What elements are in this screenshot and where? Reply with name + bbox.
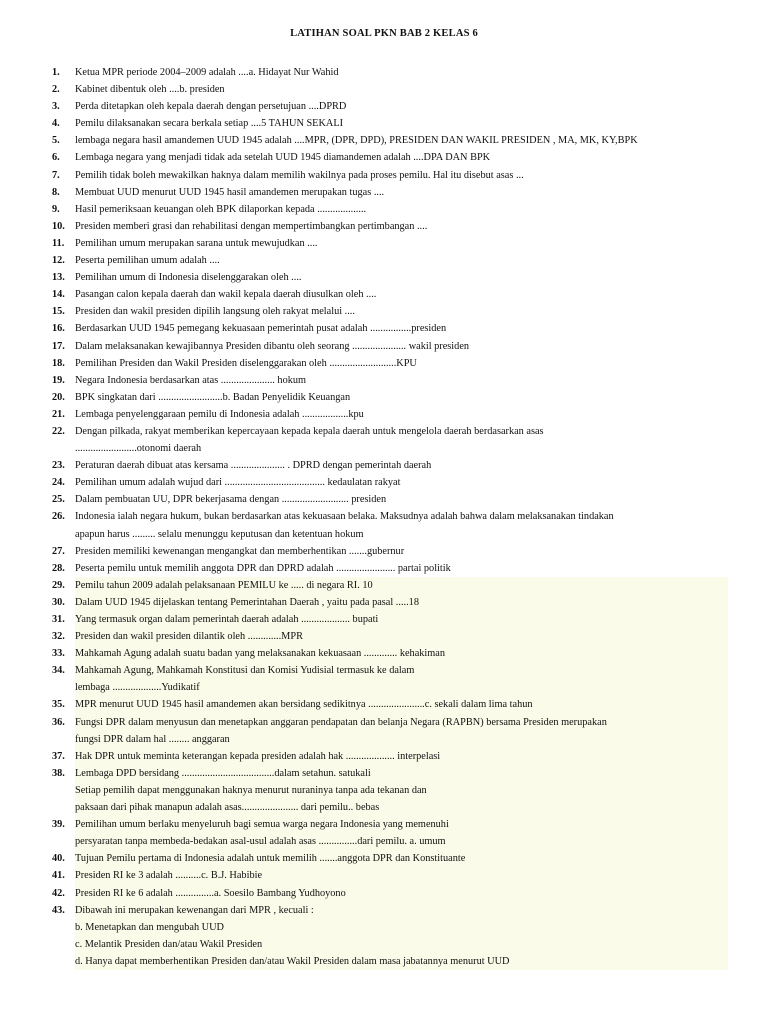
question-item xyxy=(52,149,728,166)
question-item xyxy=(52,303,728,320)
question-text xyxy=(75,696,728,713)
question-text xyxy=(75,748,728,765)
question-text xyxy=(75,560,728,577)
question-number: 20. xyxy=(52,391,65,403)
question-number: 10. xyxy=(52,220,65,232)
question-text xyxy=(75,184,728,201)
question-number: 37. xyxy=(52,750,65,762)
question-line: Pemilihan umum berlaku menyeluruh bagi semua warga negara Indonesia yang memenuhi xyxy=(75,816,728,833)
question-line: Pemilihan umum adalah wujud dari ....................................... kedaulatan rakyat xyxy=(75,477,401,489)
question-number: 14. xyxy=(52,289,65,301)
question-text xyxy=(75,816,728,850)
question-text xyxy=(75,902,728,970)
question-item xyxy=(52,748,728,765)
question-line: lembaga negara hasil amandemen UUD 1945 adalah ....MPR, (DPR, DPD), PRESIDEN DAN WAKIL PRESIDEN , MA, MK, KY,BPK xyxy=(75,135,638,147)
question-item xyxy=(52,98,728,115)
question-text xyxy=(75,201,728,218)
question-continuation-line: paksaan dari pihak manapun adalah asas...................... dari pemilu.. bebas xyxy=(75,799,728,816)
question-line: Lembaga negara yang menjadi tidak ada setelah UUD 1945 diamandemen adalah ....DPA DAN BPK xyxy=(75,152,491,164)
question-number: 6. xyxy=(52,152,60,164)
question-number: 19. xyxy=(52,374,65,386)
question-number: 9. xyxy=(52,203,60,215)
question-text xyxy=(75,269,728,286)
question-line: Presiden RI ke 3 adalah ..........c. B.J. Habibie xyxy=(75,867,728,884)
question-item xyxy=(52,269,728,286)
question-continuation-line: c. Melantik Presiden dan/atau Wakil Presiden xyxy=(75,936,728,953)
question-item xyxy=(52,474,728,491)
question-text xyxy=(75,406,728,423)
question-number: 40. xyxy=(52,853,65,865)
question-text xyxy=(75,423,728,457)
question-number: 30. xyxy=(52,596,65,608)
question-text xyxy=(75,885,728,902)
question-text xyxy=(75,508,728,542)
question-item xyxy=(52,406,728,423)
question-number: 15. xyxy=(52,306,65,318)
question-item xyxy=(52,611,728,628)
question-line: Lembaga penyelenggaraan pemilu di Indonesia adalah ..................kpu xyxy=(75,408,364,420)
question-item xyxy=(52,645,728,662)
question-item xyxy=(52,457,728,474)
question-number: 22. xyxy=(52,425,65,437)
question-line: Presiden dan wakil presiden dilantik oleh .............MPR xyxy=(75,628,728,645)
question-item xyxy=(52,816,728,850)
question-number: 23. xyxy=(52,460,65,472)
question-line: Pemilu tahun 2009 adalah pelaksanaan PEMILU ke ..... di negara RI. 10 xyxy=(75,577,728,594)
question-line: Dengan pilkada, rakyat memberikan kepercayaan kepada kepala daerah untuk mengelola daerah berdasarkan asas xyxy=(75,425,544,437)
question-number: 26. xyxy=(52,511,65,523)
question-item xyxy=(52,594,728,611)
question-number: 29. xyxy=(52,579,65,591)
document-title: LATIHAN SOAL PKN BAB 2 KELAS 6 xyxy=(290,28,478,39)
question-item xyxy=(52,628,728,645)
question-text xyxy=(75,303,728,320)
question-line: Pemilihan Presiden dan Wakil Presiden diselenggarakan oleh ..........................KPU xyxy=(75,357,417,369)
question-line: Presiden memiliki kewenangan mengangkat dan memberhentikan .......gubernur xyxy=(75,545,405,557)
question-line: Presiden memberi grasi dan rehabilitasi dengan mempertimbangkan pertimbangan .... xyxy=(75,220,428,232)
question-number: 8. xyxy=(52,186,60,198)
question-item xyxy=(52,372,728,389)
question-item xyxy=(52,491,728,508)
question-line: BPK singkatan dari .........................b. Badan Penyelidik Keuangan xyxy=(75,391,351,403)
question-line: Ketua MPR periode 2004–2009 adalah ....a. Hidayat Nur Wahid xyxy=(75,67,339,78)
question-number: 24. xyxy=(52,477,65,489)
question-line: Tujuan Pemilu pertama di Indonesia adalah untuk memilih .......anggota DPR dan Konstituante xyxy=(75,850,728,867)
question-text xyxy=(75,645,728,662)
question-line: Peraturan daerah dibuat atas kersama ..................... . DPRD dengan pemerintah daerah xyxy=(75,460,432,472)
question-number: 36. xyxy=(52,716,65,728)
question-line: Dibawah ini merupakan kewenangan dari MPR , kecuali : xyxy=(75,902,728,919)
question-number: 13. xyxy=(52,272,65,284)
question-text xyxy=(75,611,728,628)
question-text xyxy=(75,235,728,252)
question-number: 5. xyxy=(52,135,60,147)
question-text xyxy=(75,64,728,81)
question-text xyxy=(75,491,728,508)
question-line: Presiden RI ke 6 adalah ...............a. Soesilo Bambang Yudhoyono xyxy=(75,885,728,902)
question-text xyxy=(75,662,728,696)
question-continuation-line: d. Hanya dapat memberhentikan Presiden dan/atau Wakil Presiden dalam masa jabatannya menurut UUD xyxy=(75,953,728,970)
question-text xyxy=(75,167,728,184)
question-number: 18. xyxy=(52,357,65,369)
question-line: Dalam pembuatan UU, DPR bekerjasama dengan .......................... presiden xyxy=(75,494,387,506)
question-text xyxy=(75,543,728,560)
question-item xyxy=(52,577,728,594)
question-continuation-line: lembaga ...................Yudikatif xyxy=(75,679,728,696)
question-line: Hak DPR untuk meminta keterangan kepada presiden adalah hak ................... interpelasi xyxy=(75,748,728,765)
question-item xyxy=(52,338,728,355)
question-continuation-line: ........................otonomi daerah xyxy=(75,443,202,455)
question-text xyxy=(75,474,728,491)
question-line: Indonesia ialah negara hukum, bukan berdasarkan atas kekuasaan belaka. Maksudnya adalah bahwa dalam melaksanakan tindakan xyxy=(75,511,614,523)
question-text xyxy=(75,628,728,645)
question-text xyxy=(75,338,728,355)
question-number: 34. xyxy=(52,665,65,677)
question-continuation-line: persyaratan tanpa membeda-bedakan asal-usul adalah asas ...............dari pemilu. a. umum xyxy=(75,833,728,850)
question-number: 16. xyxy=(52,323,65,335)
question-item xyxy=(52,218,728,235)
question-line: Mahkamah Agung adalah suatu badan yang melaksanakan kekuasaan ............. kehakiman xyxy=(75,645,728,662)
question-continuation-line: b. Menetapkan dan mengubah UUD xyxy=(75,919,728,936)
question-line: Pasangan calon kepala daerah dan wakil kepala daerah diusulkan oleh .... xyxy=(75,289,377,301)
question-line: Hasil pemeriksaan keuangan oleh BPK dilaporkan kepada ................... xyxy=(75,203,367,215)
question-number: 33. xyxy=(52,648,65,660)
question-number: 4. xyxy=(52,118,60,130)
question-continuation-line: apapun harus ......... selalu menunggu keputusan dan ketentuan hokum xyxy=(75,528,364,540)
question-number: 1. xyxy=(52,67,60,78)
question-item xyxy=(52,252,728,269)
question-line: Berdasarkan UUD 1945 pemegang kekuasaan pemerintah pusat adalah ................presiden xyxy=(75,323,447,335)
question-line: Negara Indonesia berdasarkan atas ..................... hokum xyxy=(75,374,307,386)
question-number: 25. xyxy=(52,494,65,506)
question-line: Pemilih tidak boleh mewakilkan haknya dalam memilih wakilnya pada proses pemilu. Hal itu disebut asas ... xyxy=(75,169,524,181)
question-number: 21. xyxy=(52,408,65,420)
question-number: 35. xyxy=(52,699,65,711)
question-item xyxy=(52,867,728,884)
question-number: 39. xyxy=(52,819,65,831)
question-number: 12. xyxy=(52,255,65,267)
question-item xyxy=(52,765,728,816)
question-text xyxy=(75,81,728,98)
question-item xyxy=(52,389,728,406)
question-item xyxy=(52,115,728,132)
question-number: 28. xyxy=(52,562,65,574)
question-text xyxy=(75,355,728,372)
question-text xyxy=(75,577,728,594)
question-text xyxy=(75,594,728,611)
question-text xyxy=(75,149,728,166)
question-line: Dalam melaksanakan kewajibannya Presiden dibantu oleh seorang ..................... wakil presiden xyxy=(75,340,470,352)
question-line: MPR menurut UUD 1945 hasil amandemen akan bersidang sedikitnya ......................c. sekali dalam lima tahun xyxy=(75,696,728,713)
question-number: 43. xyxy=(52,904,65,916)
question-line: Peserta pemilihan umum adalah .... xyxy=(75,255,220,267)
question-list xyxy=(52,64,728,970)
question-item xyxy=(52,662,728,696)
question-item xyxy=(52,201,728,218)
question-text xyxy=(75,286,728,303)
question-number: 11. xyxy=(52,237,65,249)
question-item xyxy=(52,355,728,372)
question-item xyxy=(52,508,728,542)
question-number: 41. xyxy=(52,870,65,882)
question-item xyxy=(52,235,728,252)
question-line: Dalam UUD 1945 dijelaskan tentang Pemerintahan Daerah , yaitu pada pasal .....18 xyxy=(75,594,728,611)
question-item xyxy=(52,885,728,902)
question-text xyxy=(75,132,728,149)
question-text xyxy=(75,389,728,406)
question-item xyxy=(52,81,728,98)
question-line: Peserta pemilu untuk memilih anggota DPR dan DPRD adalah ....................... partai politik xyxy=(75,562,451,574)
question-text xyxy=(75,372,728,389)
question-item xyxy=(52,696,728,713)
question-number: 17. xyxy=(52,340,65,352)
question-line: Perda ditetapkan oleh kepala daerah dengan persetujuan ....DPRD xyxy=(75,101,347,113)
question-continuation-line: fungsi DPR dalam hal ........ anggaran xyxy=(75,731,728,748)
question-text xyxy=(75,320,728,337)
question-item xyxy=(52,64,728,81)
question-item xyxy=(52,714,728,748)
question-item xyxy=(52,850,728,867)
question-item xyxy=(52,560,728,577)
question-number: 7. xyxy=(52,169,60,181)
question-item xyxy=(52,167,728,184)
question-number: 32. xyxy=(52,631,65,643)
question-item xyxy=(52,184,728,201)
question-text xyxy=(75,252,728,269)
question-line: Pemilu dilaksanakan secara berkala setiap ....5 TAHUN SEKALI xyxy=(75,118,344,130)
question-number: 3. xyxy=(52,101,60,113)
question-item xyxy=(52,423,728,457)
question-text xyxy=(75,850,728,867)
question-item xyxy=(52,320,728,337)
question-text xyxy=(75,98,728,115)
question-number: 38. xyxy=(52,767,65,779)
question-line: Mahkamah Agung, Mahkamah Konstitusi dan Komisi Yudisial termasuk ke dalam xyxy=(75,662,728,679)
question-item xyxy=(52,902,728,970)
question-item xyxy=(52,543,728,560)
question-line: Presiden dan wakil presiden dipilih langsung oleh rakyat melalui .... xyxy=(75,306,355,318)
question-line: Yang termasuk organ dalam pemerintah daerah adalah ................... bupati xyxy=(75,611,728,628)
question-text xyxy=(75,218,728,235)
question-line: Lembaga DPD bersidang ....................................dalam setahun. satukali xyxy=(75,765,728,782)
question-line: Kabinet dibentuk oleh ....b. presiden xyxy=(75,84,225,96)
question-number: 27. xyxy=(52,545,65,557)
question-continuation-line: Setiap pemilih dapat menggunakan haknya menurut nuraninya tanpa ada tekanan dan xyxy=(75,782,728,799)
question-item xyxy=(52,286,728,303)
question-number: 42. xyxy=(52,887,65,899)
question-text xyxy=(75,765,728,816)
question-text xyxy=(75,714,728,748)
question-text xyxy=(75,457,728,474)
question-line: Pemilihan umum merupakan sarana untuk mewujudkan .... xyxy=(75,237,318,249)
question-item xyxy=(52,132,728,149)
question-number: 31. xyxy=(52,614,65,625)
question-text xyxy=(75,867,728,884)
question-line: Membuat UUD menurut UUD 1945 hasil amandemen merupakan tugas .... xyxy=(75,186,385,198)
question-line: Fungsi DPR dalam menyusun dan menetapkan anggaran pendapatan dan belanja Negara (RAPBN) bersama Presiden merupakan xyxy=(75,714,728,731)
question-text xyxy=(75,115,728,132)
question-line: Pemilihan umum di Indonesia diselenggarakan oleh .... xyxy=(75,272,302,284)
question-number: 2. xyxy=(52,84,60,96)
